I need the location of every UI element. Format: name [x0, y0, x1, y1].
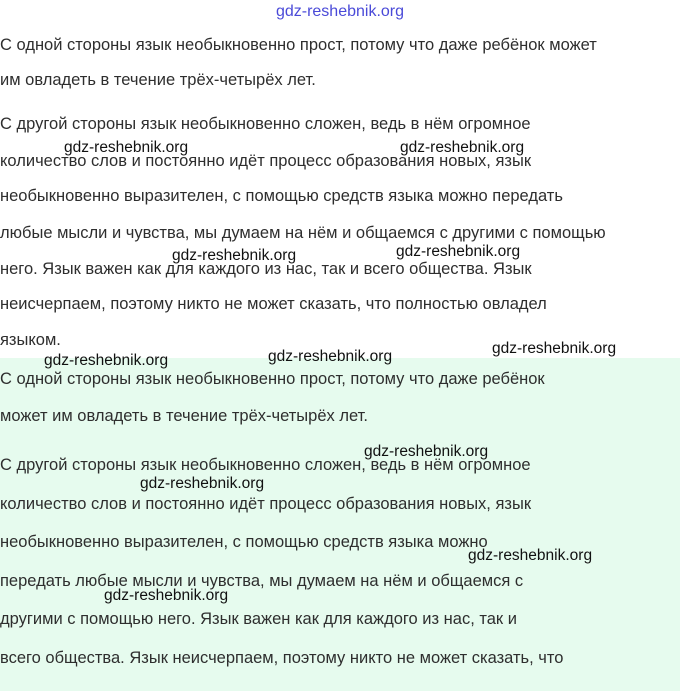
text-line: необыкновенно выразителен, с помощью средств языка можно передать	[0, 187, 563, 205]
text-line: всего общества. Язык неисчерпаем, поэтому никто не может сказать, что	[0, 649, 564, 667]
watermark-text: gdz-reshebnik.org	[400, 139, 525, 156]
text-line: может им овладеть в течение трёх-четырёх лет.	[0, 407, 368, 425]
watermark-text: gdz-reshebnik.org	[396, 243, 521, 260]
site-watermark-header: gdz-reshebnik.org	[275, 3, 405, 20]
watermark-text: gdz-reshebnik.org	[268, 348, 393, 365]
text-line: С одной стороны язык необыкновенно прост, потому что даже ребёнок	[0, 370, 545, 388]
watermark-text: gdz-reshebnik.org	[44, 352, 169, 369]
text-line: любые мысли и чувства, мы думаем на нём и общаемся с другими с помощью	[0, 224, 606, 242]
text-line: С другой стороны язык необыкновенно сложен, ведь в нём огромное	[0, 456, 531, 474]
text-line: количество слов и постоянно идёт процесс образования новых, язык	[0, 495, 532, 513]
watermark-text: gdz-reshebnik.org	[364, 443, 489, 460]
text-line: необыкновенно выразителен, с помощью средств языка можно	[0, 533, 488, 551]
text-line: С другой стороны язык необыкновенно сложен, ведь в нём огромное	[0, 115, 531, 133]
watermark-text: gdz-reshebnik.org	[104, 587, 229, 604]
watermark-text: gdz-reshebnik.org	[172, 247, 297, 264]
text-line: им овладеть в течение трёх-четырёх лет.	[0, 71, 316, 89]
text-line: языком.	[0, 331, 61, 349]
watermark-text: gdz-reshebnik.org	[140, 475, 265, 492]
text-line: С одной стороны язык необыкновенно прост, потому что даже ребёнок может	[0, 36, 597, 54]
text-line: него. Язык важен как для каждого из нас, так и всего общества. Язык	[0, 260, 532, 278]
text-line: неисчерпаем, поэтому никто не может сказать, что полностью овладел	[0, 295, 547, 313]
watermark-text: gdz-reshebnik.org	[492, 340, 617, 357]
watermark-text: gdz-reshebnik.org	[468, 547, 593, 564]
text-block-bottom	[0, 358, 680, 691]
text-line: передать любые мысли и чувства, мы думаем на нём и общаемся с	[0, 572, 524, 590]
watermark-text: gdz-reshebnik.org	[64, 139, 189, 156]
text-line: количество слов и постоянно идёт процесс образования новых, язык	[0, 152, 532, 170]
text-line: другими с помощью него. Язык важен как для каждого из нас, так и	[0, 610, 517, 628]
